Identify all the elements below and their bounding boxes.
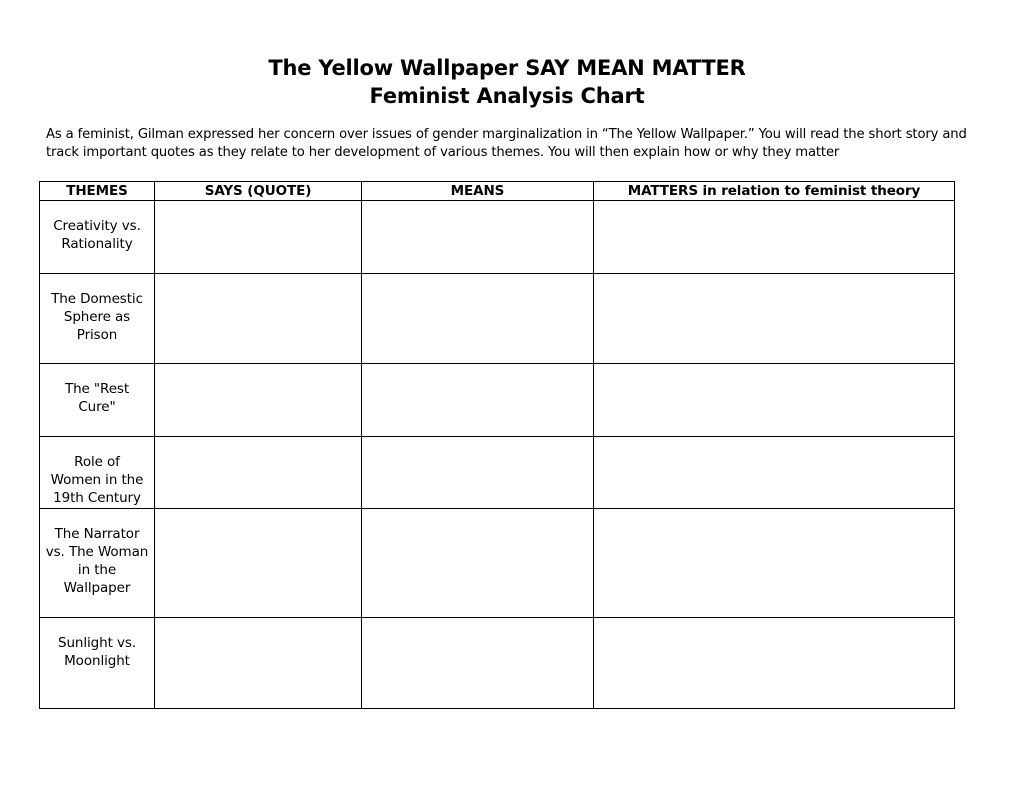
matters-cell[interactable] xyxy=(594,274,955,364)
table-row xyxy=(40,437,955,509)
header-matters: MATTERS in relation to feminist theory xyxy=(594,182,955,201)
table-row xyxy=(40,618,955,709)
table-row xyxy=(40,364,955,437)
table-row xyxy=(40,274,955,364)
theme-label-line: The Domestic xyxy=(51,291,143,307)
says-quote-cell[interactable] xyxy=(155,201,362,274)
matters-cell[interactable] xyxy=(594,618,955,709)
says-quote-cell[interactable] xyxy=(155,437,362,509)
says-quote-cell[interactable] xyxy=(155,509,362,618)
says-quote-cell[interactable] xyxy=(155,618,362,709)
matters-cell[interactable] xyxy=(594,201,955,274)
theme-label-line: 19th Century xyxy=(53,490,141,506)
theme-label-line: in the xyxy=(77,562,117,578)
says-quote-cell[interactable] xyxy=(155,364,362,437)
theme-label-line: Role of xyxy=(74,454,120,470)
theme-label-line: Creativity vs. xyxy=(53,218,141,234)
document-title: The Yellow Wallpaper SAY MEAN MATTER xyxy=(268,56,746,80)
matters-cell[interactable] xyxy=(594,364,955,437)
means-cell[interactable] xyxy=(362,274,594,364)
intro-paragraph xyxy=(46,126,976,162)
means-cell[interactable] xyxy=(362,364,594,437)
header-means: MEANS xyxy=(362,182,594,201)
table-row xyxy=(40,509,955,618)
means-cell[interactable] xyxy=(362,437,594,509)
intro-line: track important quotes as they relate to her development of various themes. You will then explain how or why they matter xyxy=(46,145,840,160)
table-header-row xyxy=(40,182,955,201)
theme-cell xyxy=(40,437,155,509)
theme-cell xyxy=(40,274,155,364)
header-says-quote: SAYS (QUOTE) xyxy=(155,182,362,201)
theme-label-line: Women in the xyxy=(50,472,144,488)
theme-label-line: The Narrator xyxy=(54,526,140,542)
says-quote-cell[interactable] xyxy=(155,274,362,364)
intro-line: As a feminist, Gilman expressed her concern over issues of gender marginalization in “The Yellow Wallpaper.” You will read the short story and xyxy=(46,127,967,142)
means-cell[interactable] xyxy=(362,618,594,709)
means-cell[interactable] xyxy=(362,201,594,274)
theme-cell xyxy=(40,201,155,274)
matters-cell[interactable] xyxy=(594,509,955,618)
theme-label-line: Wallpaper xyxy=(63,580,131,596)
theme-label-line: Rationality xyxy=(61,236,133,252)
theme-cell xyxy=(40,364,155,437)
analysis-chart-table xyxy=(39,181,955,709)
theme-label-line: The "Rest xyxy=(64,381,130,397)
means-cell[interactable] xyxy=(362,509,594,618)
theme-label-line: Cure" xyxy=(78,399,116,415)
theme-label-line: vs. The Woman xyxy=(45,544,149,560)
table-row xyxy=(40,201,955,274)
theme-label-line: Sphere as xyxy=(63,309,131,325)
theme-label-line: Sunlight vs. xyxy=(57,635,136,651)
theme-label-line: Moonlight xyxy=(64,653,130,669)
document-subtitle: Feminist Analysis Chart xyxy=(369,84,645,108)
theme-cell xyxy=(40,509,155,618)
theme-label-line: Prison xyxy=(76,327,118,343)
theme-cell xyxy=(40,618,155,709)
header-themes: THEMES xyxy=(40,182,155,201)
matters-cell[interactable] xyxy=(594,437,955,509)
